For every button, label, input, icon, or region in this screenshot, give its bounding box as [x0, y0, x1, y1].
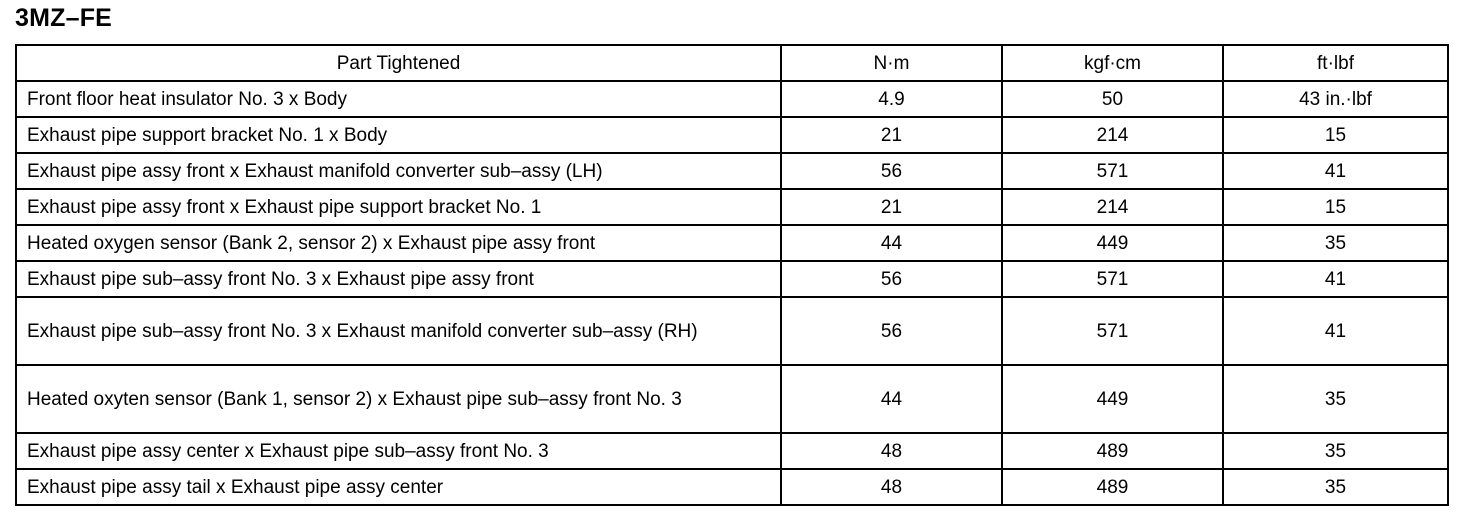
cell-kgf-cm: 214	[1002, 117, 1223, 153]
cell-part: Exhaust pipe support bracket No. 1 x Body	[16, 117, 781, 153]
table-row	[16, 365, 1448, 433]
table-row	[16, 297, 1448, 365]
table-row	[16, 225, 1448, 261]
cell-part: Heated oxygen sensor (Bank 2, sensor 2) x Exhaust pipe assy front	[16, 225, 781, 261]
cell-kgf-cm: 571	[1002, 261, 1223, 297]
cell-nm: 48	[781, 433, 1002, 469]
torque-spec-table	[15, 44, 1449, 506]
cell-kgf-cm: 489	[1002, 469, 1223, 505]
cell-part: Exhaust pipe sub–assy front No. 3 x Exhaust pipe assy front	[16, 261, 781, 297]
cell-ft-lbf: 35	[1223, 225, 1448, 261]
cell-kgf-cm: 571	[1002, 297, 1223, 365]
table-row	[16, 261, 1448, 297]
cell-kgf-cm: 449	[1002, 225, 1223, 261]
cell-nm: 48	[781, 469, 1002, 505]
cell-ft-lbf: 15	[1223, 189, 1448, 225]
cell-nm: 44	[781, 225, 1002, 261]
cell-ft-lbf: 15	[1223, 117, 1448, 153]
page-title: 3MZ–FE	[15, 4, 113, 32]
cell-ft-lbf: 35	[1223, 433, 1448, 469]
header-nm: N·m	[781, 45, 1002, 81]
cell-nm: 56	[781, 153, 1002, 189]
cell-kgf-cm: 489	[1002, 433, 1223, 469]
table-row	[16, 433, 1448, 469]
header-kgf-cm: kgf·cm	[1002, 45, 1223, 81]
cell-part: Exhaust pipe assy tail x Exhaust pipe assy center	[16, 469, 781, 505]
table-row	[16, 153, 1448, 189]
cell-nm: 44	[781, 365, 1002, 433]
cell-part: Front floor heat insulator No. 3 x Body	[16, 81, 781, 117]
table-row	[16, 117, 1448, 153]
cell-ft-lbf: 35	[1223, 365, 1448, 433]
cell-part: Exhaust pipe assy center x Exhaust pipe sub–assy front No. 3	[16, 433, 781, 469]
cell-part: Exhaust pipe assy front x Exhaust manifold converter sub–assy (LH)	[16, 153, 781, 189]
cell-ft-lbf: 41	[1223, 153, 1448, 189]
cell-kgf-cm: 214	[1002, 189, 1223, 225]
cell-nm: 21	[781, 189, 1002, 225]
header-part-tightened: Part Tightened	[16, 45, 781, 81]
cell-kgf-cm: 571	[1002, 153, 1223, 189]
cell-ft-lbf: 41	[1223, 297, 1448, 365]
table-row	[16, 469, 1448, 505]
cell-ft-lbf: 43 in.·lbf	[1223, 81, 1448, 117]
cell-ft-lbf: 41	[1223, 261, 1448, 297]
cell-nm: 56	[781, 297, 1002, 365]
cell-nm: 21	[781, 117, 1002, 153]
cell-kgf-cm: 449	[1002, 365, 1223, 433]
header-ft-lbf: ft·lbf	[1223, 45, 1448, 81]
table-header-row	[16, 45, 1448, 81]
cell-part: Heated oxyten sensor (Bank 1, sensor 2) x Exhaust pipe sub–assy front No. 3	[16, 365, 781, 433]
table-row	[16, 189, 1448, 225]
table-row	[16, 81, 1448, 117]
cell-kgf-cm: 50	[1002, 81, 1223, 117]
cell-part: Exhaust pipe sub–assy front No. 3 x Exhaust manifold converter sub–assy (RH)	[16, 297, 781, 365]
cell-part: Exhaust pipe assy front x Exhaust pipe support bracket No. 1	[16, 189, 781, 225]
cell-ft-lbf: 35	[1223, 469, 1448, 505]
cell-nm: 56	[781, 261, 1002, 297]
cell-nm: 4.9	[781, 81, 1002, 117]
